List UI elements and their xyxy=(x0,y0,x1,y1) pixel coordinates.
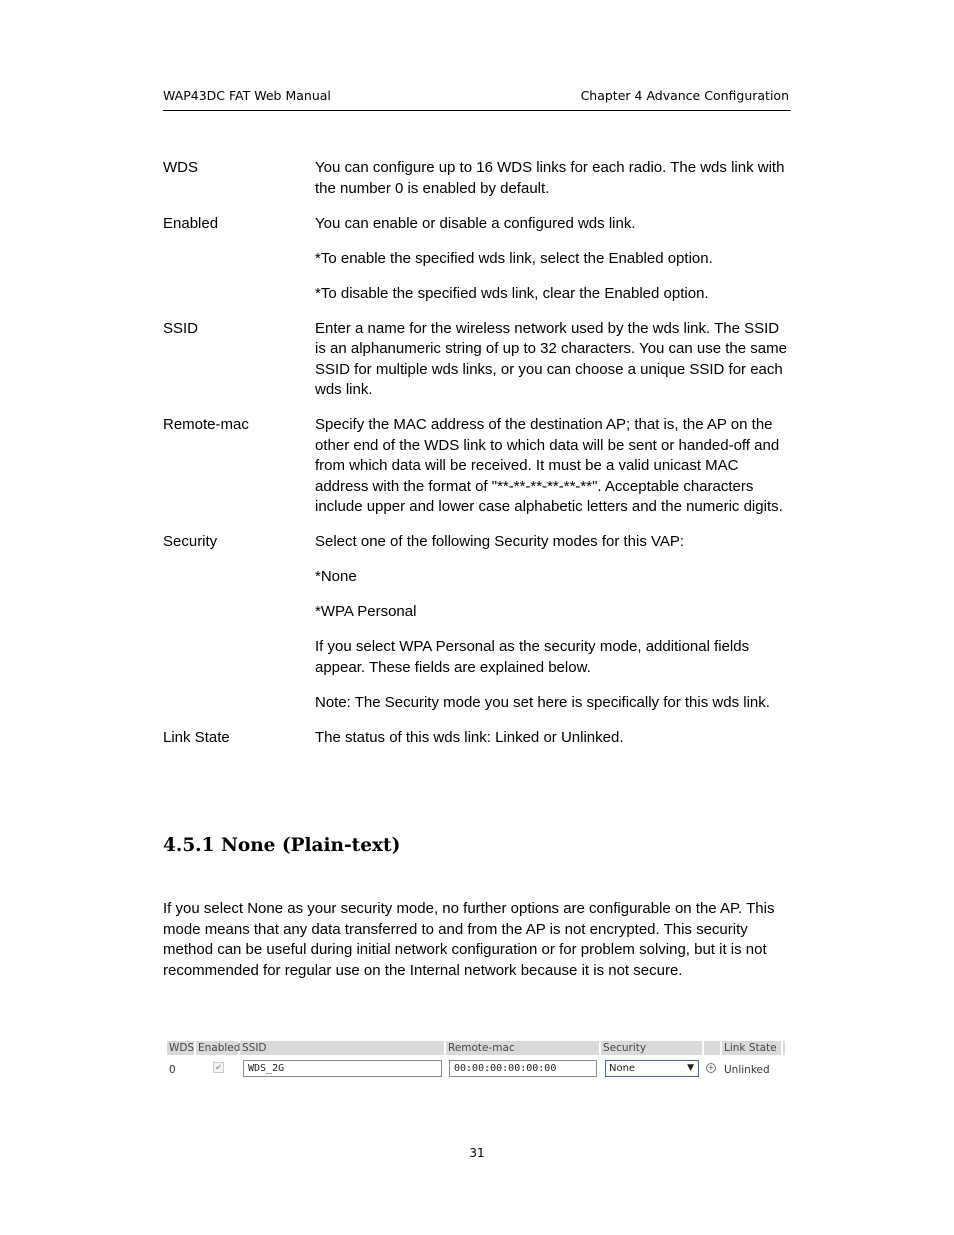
section-heading: 4.5.1 None (Plain-text) xyxy=(163,835,401,856)
definition-body xyxy=(315,532,791,713)
header-remote-mac: Remote-mac xyxy=(446,1041,599,1055)
header-wds: WDS xyxy=(169,1042,195,1054)
definition-body xyxy=(315,415,791,518)
wds-index: 0 xyxy=(169,1064,176,1076)
remote-mac-field[interactable]: 00:00:00:00:00:00 xyxy=(449,1060,597,1077)
definition-term: Enabled xyxy=(163,214,219,232)
link-state-value: Unlinked xyxy=(724,1064,770,1076)
header-ssid: SSID xyxy=(240,1041,444,1055)
definition-body xyxy=(315,214,791,305)
definition-body xyxy=(315,728,791,749)
definition-row xyxy=(163,319,791,401)
definition-term: SSID xyxy=(163,319,199,337)
definition-paragraph: You can configure up to 16 WDS links for each radio. The wds link with the number 0 is enabled by default. xyxy=(315,159,785,197)
chevron-down-icon: ▼ xyxy=(687,1063,694,1073)
header-link-state: Link State xyxy=(722,1041,781,1055)
page-number: 31 xyxy=(469,1146,485,1160)
definition-term: Remote-mac xyxy=(163,416,249,433)
definition-paragraph: *To disable the specified wds link, clear the Enabled option. xyxy=(315,284,709,302)
page-header xyxy=(163,87,791,111)
link-status-icon: + xyxy=(707,1063,715,1072)
definition-body xyxy=(315,319,791,401)
definition-row xyxy=(163,415,791,518)
definition-paragraph: *To enable the specified wds link, select the Enabled option. xyxy=(315,249,713,267)
header-spacer xyxy=(704,1041,720,1055)
definition-row xyxy=(163,158,791,199)
definition-paragraph: Enter a name for the wireless network used by the wds link. The SSID is an alphanumeric string of up to 32 characters. You can use the same SSID for multiple wds links, or you can choose a unique SSID for each wds link. xyxy=(315,319,787,398)
manual-title: WAP43DC FAT Web Manual xyxy=(163,88,331,103)
security-select-value: None xyxy=(609,1063,636,1074)
definition-paragraph: Note: The Security mode you set here is specifically for this wds link. xyxy=(315,693,770,711)
enabled-checkbox[interactable]: ✔ xyxy=(213,1062,224,1073)
definition-row xyxy=(163,532,791,713)
definition-paragraph: *None xyxy=(315,568,357,585)
definition-paragraph: Select one of the following Security modes for this VAP: xyxy=(315,533,685,550)
header-security: Security xyxy=(601,1041,702,1055)
section-paragraph: If you select None as your security mode, no further options are configurable on the AP. This mode means that any data transferred to and from the AP is not encrypted. This security method can be useful during initial network configuration or for problem solving, but it is not recommended for regular use on the Internal network because it is not secure. xyxy=(163,900,775,979)
definition-term: Link State xyxy=(163,728,230,746)
header-end xyxy=(783,1041,785,1055)
definition-term: Security xyxy=(163,533,218,550)
definition-paragraph: You can enable or disable a configured wds link. xyxy=(315,214,636,232)
header-enabled: Enabled xyxy=(198,1042,241,1054)
chapter-title: Chapter 4 Advance Configuration xyxy=(580,88,789,103)
definition-term: WDS xyxy=(163,159,198,176)
definition-row xyxy=(163,214,791,305)
ssid-field[interactable]: WDS_2G xyxy=(243,1060,442,1077)
definition-paragraph: *WPA Personal xyxy=(315,603,417,620)
definition-body xyxy=(315,158,791,199)
wds-table xyxy=(167,1041,785,1081)
definition-paragraph: If you select WPA Personal as the security mode, additional fields appear. These fields are explained below. xyxy=(315,638,750,676)
definition-paragraph: Specify the MAC address of the destination AP; that is, the AP on the other end of the WDS link to which data will be sent or handed-off and from which data will be received. It must be a valid unicast MAC address with the format of "**-**-**-**-**-**". Acceptable characters include upper and lower case alphabetic letters and the numeric digits. xyxy=(315,416,783,515)
definition-paragraph: The status of this wds link: Linked or Unlinked. xyxy=(315,728,624,746)
security-select[interactable] xyxy=(605,1060,699,1077)
definition-row xyxy=(163,728,791,749)
definition-list xyxy=(163,158,791,763)
